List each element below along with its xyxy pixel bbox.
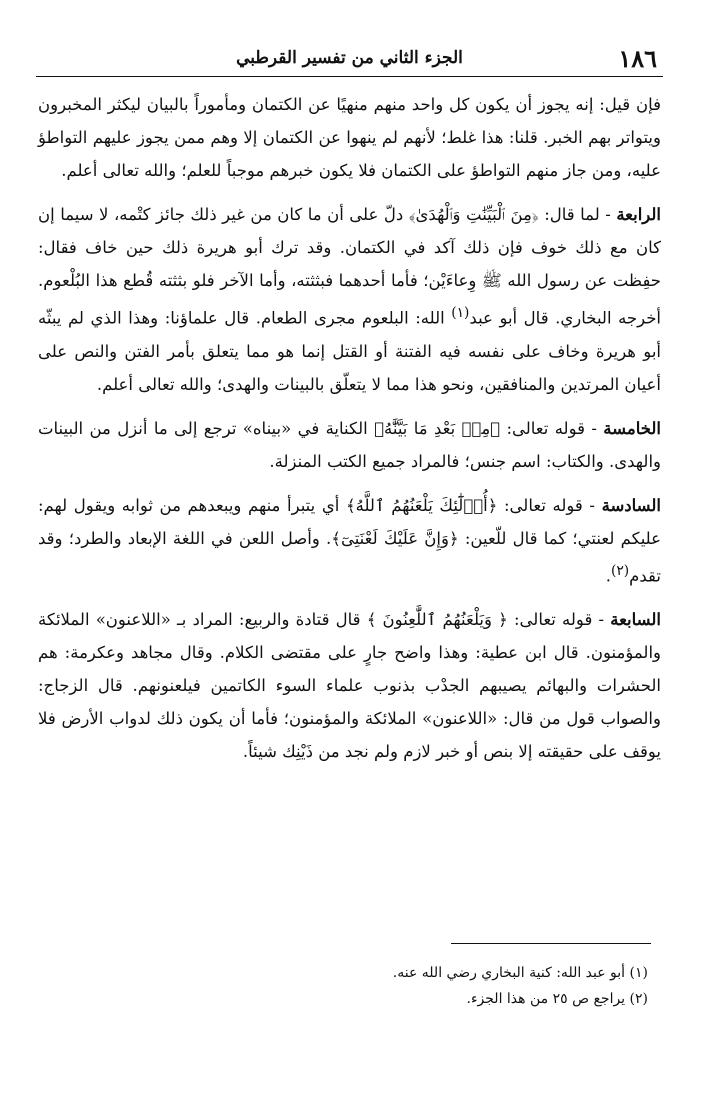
section-heading-7: السابعة (610, 610, 661, 629)
paragraph-1 (38, 88, 661, 187)
paragraph-1-text: فإن قيل: إنه يجوز أن يكون كل واحد منهم منهيًا عن الكتمان ومأموراً بالبيان ليكثر المخبرون ويتواتر بهم الخبر. قلنا: هذا غلط؛ لأنهم لم ينهوا عن الكتمان إلا وهم ممن يجوز عليهم التواطؤ عليه، ومن جاز منهم التواطؤ على الكتمان فلا يكون خبرهم موجباً للعلم؛ والله تعالى أعلم. (38, 95, 661, 180)
running-title: الجزء الثاني من تفسير القرطبي (236, 48, 463, 68)
paragraph-4 (38, 489, 661, 593)
quran-verse: ﴿مِنَ ٱلْبَيِّنَٰتِ وَٱلْهُدَىٰ﴾ (408, 205, 539, 224)
paragraph-3-intro: - قوله تعالى: (506, 418, 597, 438)
footnote-divider (451, 943, 651, 944)
footnote-ref-2[interactable]: (٢) (611, 562, 630, 579)
paragraph-4-text: أي يتبرأ منهم ويبعدهم من ثوابه ويقول لهم: عليكم لعنتي؛ كما قال للّعين: (38, 495, 661, 548)
footnote-2: (٢) يراجع ص ٢٥ من هذا الجزء. (466, 991, 648, 1007)
footnotes (60, 960, 648, 1012)
paragraph-4-text-continued: . وأصل اللعن في اللغة الإبعاد والطرد؛ وقد تقدم (38, 528, 661, 585)
paragraph-2 (38, 198, 661, 401)
section-heading-4: الرابعة (616, 205, 662, 224)
section-heading-5: الخامسة (603, 418, 661, 438)
quran-verse: ﴿أُو۟لَٰٓئِكَ يَلْعَنُهُمُ ٱللَّهُ﴾ (345, 495, 498, 515)
quran-verse-2: ﴿وَإِنَّ عَلَيْكَ لَعْنَتِىٓ﴾ (331, 528, 459, 548)
paragraph-5 (38, 603, 661, 768)
paragraph-4-end: . (605, 566, 612, 585)
section-heading-6: السادسة (601, 495, 661, 515)
footnote-ref-1[interactable]: (١) (451, 305, 470, 321)
paragraph-2-intro: - لما قال: (544, 205, 611, 224)
page-body (38, 88, 661, 779)
quran-verse: ﴿ وَيَلْعَنُهُمُ ٱللَّٰعِنُونَ ﴾ (366, 610, 508, 629)
paragraph-3-text: الكناية في «بيناه» ترجع إلى ما أنزل من البينات والهدى. والكتاب: اسم جنس؛ فالمراد جميع الكتب المنزلة. (38, 418, 661, 471)
paragraph-5-intro: - قوله تعالى: (513, 610, 605, 629)
page-header (36, 40, 663, 77)
paragraph-4-intro: - قوله تعالى: (504, 495, 595, 515)
quran-verse: ﴿مِنۢ بَعْدِ مَا بَيَّنَّٰهُ﴾ (374, 418, 501, 438)
page-number: ١٨٦ (618, 44, 657, 73)
paragraph-2-text-continued: الله: البلعوم مجرى الطعام. قال علماؤنا: وهذا الذي لم يبثّه أبو هريرة وخاف على نفسه فيه الفتنة أو القتل إنما هو مما يتعلق بأمر الفتن والنص على أعيان المرتدين والمنافقين، ونحو هذا مما لا يتعلّق بالبينات والهدى؛ والله تعالى أعلم. (38, 308, 661, 394)
paragraph-5-text: قال قتادة والربيع: المراد بـ «اللاعنون» الملائكة والمؤمنون. قال ابن عطية: وهذا واضح جارٍ على مقتضى الكلام. وقال مجاهد وعكرمة: هم الحشرات والبهائم يصيبهم الجدْب بذنوب علماء السوء الكاتمين فيلعنونهم. قال الزجاج: والصواب قول من قال: «اللاعنون» الملائكة والمؤمنون؛ فأما أن يكون ذلك لدواب الأرض فلا يوقف على حقيقته إلا بنص أو خبر لازم ولم نجد من ذَيْنِك شيئاً. (38, 610, 661, 761)
paragraph-2-text: دلّ على أن ما كان من غير ذلك جائز كتْمه، لا سيما إن كان مع ذلك خوف فإن ذلك آكد في الكتمان. وقد ترك أبو هريرة ذلك حين خاف فقال: حفِظت عن رسول الله ﷺ وِعاءَيْن؛ فأما أحدهما فبثثته، وأما الآخر فلو بثثته قُطع هذا البُلْعوم. أخرجه البخاري. قال أبو عبد (38, 205, 662, 328)
paragraph-3 (38, 412, 661, 478)
footnote-1: (١) أبو عبد الله: كنية البخاري رضي الله عنه. (392, 965, 648, 981)
